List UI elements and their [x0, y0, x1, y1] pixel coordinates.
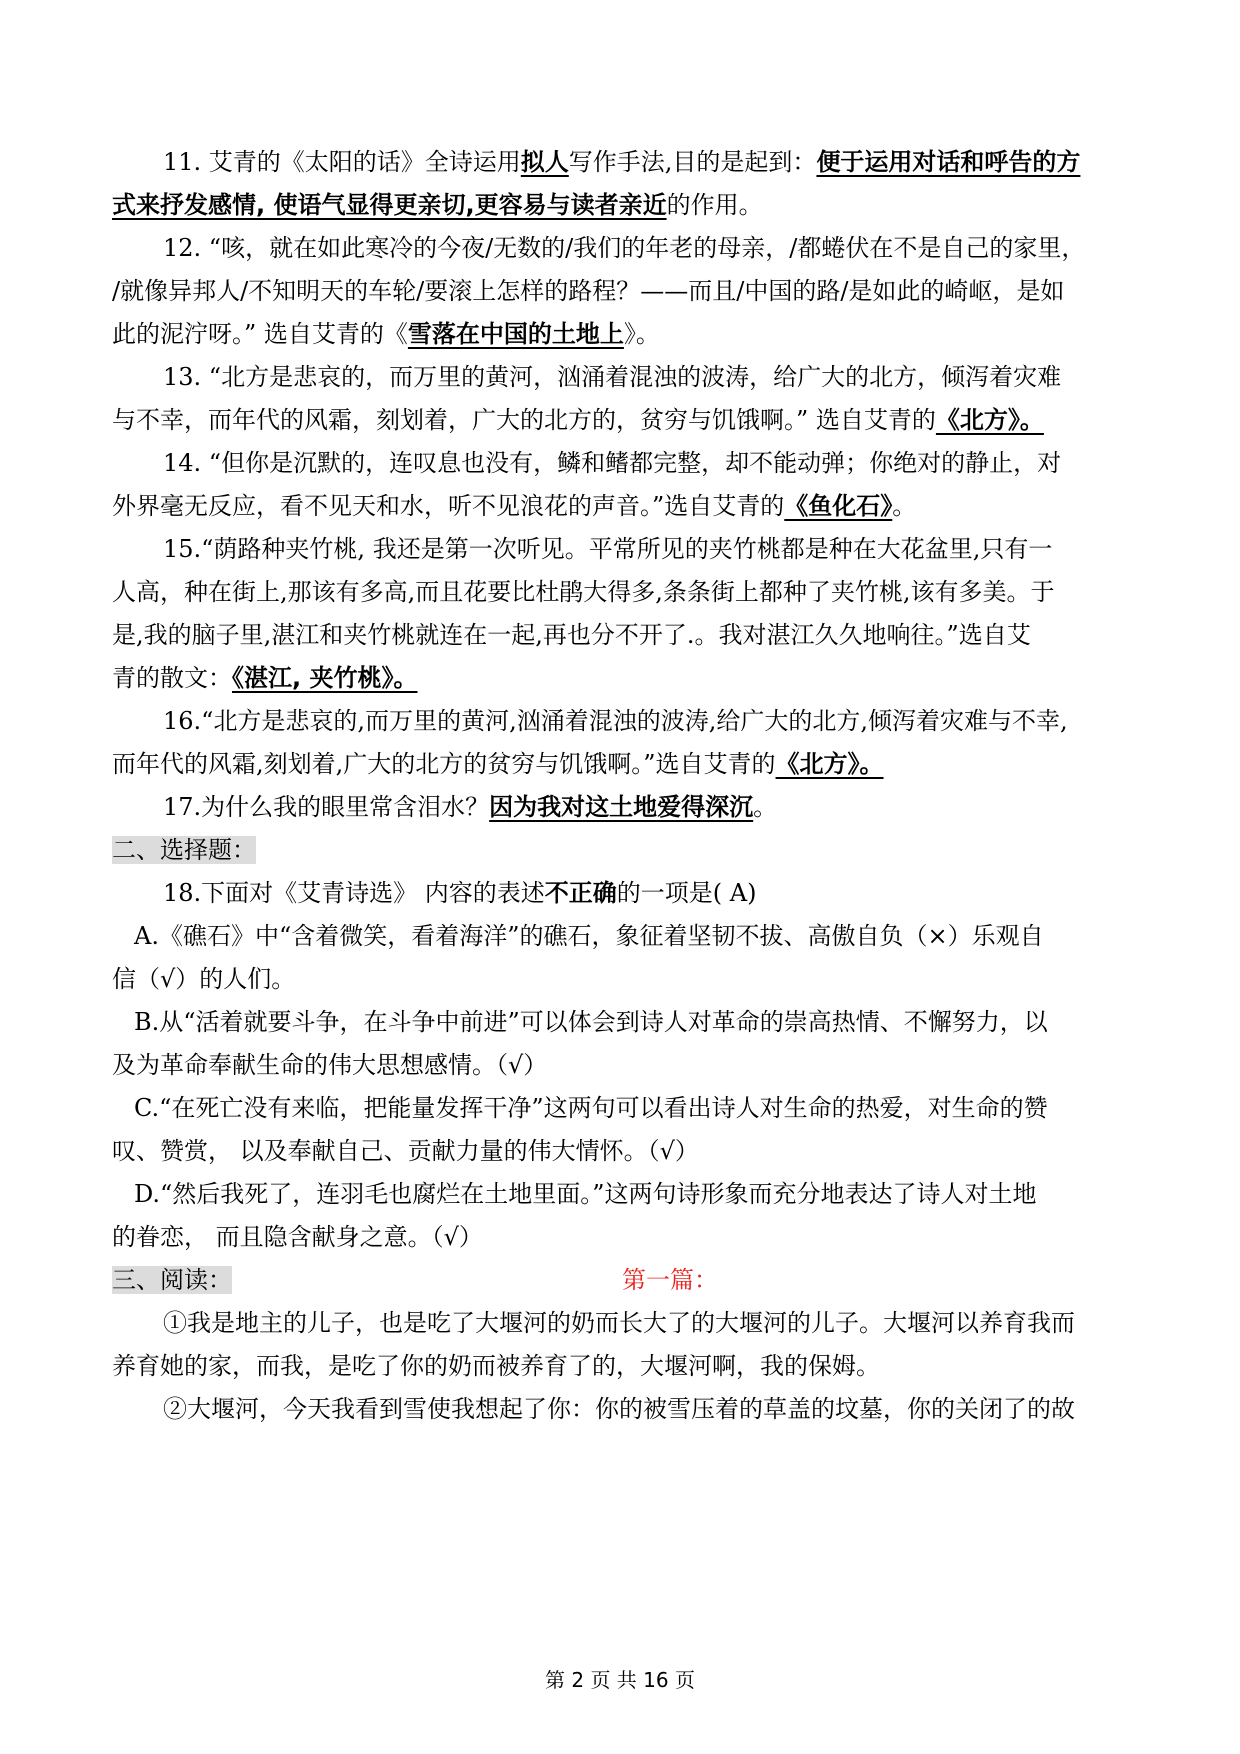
q15-text: 青的散文：	[112, 664, 232, 692]
q18-option-b-line-2: 及为革命奉献生命的伟大思想感情。（√）	[112, 1051, 548, 1079]
q15-line-3: 是,我的脑子里,湛江和夹竹桃就连在一起,再也分不开了.。我对湛江久久地响往。”选自艾	[112, 621, 1031, 649]
q16-text: 而年代的风霜,刻划着,广大的北方的贫穷与饥饿啊。”选自艾青的	[112, 750, 776, 778]
q13-line-2	[112, 398, 1132, 442]
q17-answer: 因为我对这土地爱得深沉	[489, 793, 754, 821]
q11-answer-purpose: 式来抒发感情, 使语气显得更亲切,更容易与读者亲近	[112, 191, 667, 219]
q14-answer: 《鱼化石》	[784, 492, 893, 520]
q12-line-1: 12. “咳，就在如此寒冷的今夜/无数的/我们的年老的母亲，/都蜷伏在不是自己的家里，	[163, 234, 1086, 262]
q17-line	[163, 785, 1133, 829]
q16-line-1: 16.“北方是悲哀的,而万里的黄河,汹涌着混浊的波涛,给广大的北方,倾泻着灾难与不幸,	[163, 707, 1068, 735]
paragraph-1-line-1: ①我是地主的儿子，也是吃了大堰河的奶而长大了的大堰河的儿子。大堰河以养育我而	[163, 1309, 1075, 1337]
q18-option-a-line-1: A.《礁石》中“含着微笑，看着海洋”的礁石，象征着坚韧不拔、高傲自负（×）乐观自	[134, 922, 1044, 950]
page-footer: 第 2 页 共 16 页	[545, 1668, 695, 1692]
q13-text: 与不幸，而年代的风霜，刻划着，广大的北方的，贫穷与饥饿啊。” 选自艾青的	[112, 406, 936, 434]
paragraph-2-line-1: ②大堰河，今天我看到雪使我想起了你：你的被雪压着的草盖的坟墓，你的关闭了的故	[163, 1395, 1075, 1423]
section-3-label: 三、阅读：	[112, 1266, 232, 1294]
q17-text: 17.为什么我的眼里常含泪水？	[163, 793, 490, 821]
paragraph-1-line-2: 养育她的家，而我，是吃了你的奶而被养育了的，大堰河啊，我的保姆。	[112, 1352, 880, 1380]
q12-line-3	[112, 312, 1132, 356]
section-heading-choice	[112, 828, 1132, 872]
q11-answer-technique: 拟人	[520, 148, 569, 176]
q11-text: 的作用。	[666, 191, 763, 219]
q14-text: 外界毫无反应，看不见天和水，听不见浪花的声音。”选自艾青的	[112, 492, 785, 520]
reading-title	[622, 1258, 822, 1302]
q11-answer-purpose: 便于运用对话和呼告的方	[816, 148, 1081, 176]
q18-option-d-line-2: 的眷恋， 而且隐含献身之意。（√）	[112, 1223, 483, 1251]
reading-title-text: 第一篇：	[622, 1266, 718, 1294]
q11-text: 11. 艾青的《太阳的话》全诗运用	[163, 148, 521, 176]
q18-text: 的一项是( A)	[616, 879, 757, 907]
q16-answer: 《北方》。	[775, 750, 884, 778]
q18-stem	[163, 871, 1133, 915]
q18-option-c-line-2: 叹、赞赏， 以及奉献自己、贡献力量的伟大情怀。（√）	[112, 1137, 699, 1165]
q18-option-c-line-1: C.“在死亡没有来临，把能量发挥干净”这两句可以看出诗人对生命的热爱，对生命的赞	[134, 1094, 1048, 1122]
q15-answer: 《湛江, 夹竹桃》。	[232, 664, 418, 692]
q18-option-a-line-2: 信（√）的人们。	[112, 965, 296, 993]
q13-line-1: 13. “北方是悲哀的，而万里的黄河，汹涌着混浊的波涛，给广大的北方，倾泻着灾难	[163, 363, 1062, 391]
q17-text: 。	[753, 793, 778, 821]
q14-line-1: 14. “但你是沉默的，连叹息也没有，鳞和鳍都完整，却不能动弹；你绝对的静止，对	[163, 449, 1062, 477]
q15-line-4	[112, 656, 1132, 700]
q12-line-2: /就像异邦人/不知明天的车轮/要滚上怎样的路程？——而且/中国的路/是如此的崎岖，是如	[112, 277, 1065, 305]
q12-answer: 雪落在中国的土地上	[407, 320, 624, 348]
q18-option-d-line-1: D.“然后我死了，连羽毛也腐烂在土地里面。”这两句诗形象而充分地表达了诗人对土地	[134, 1180, 1037, 1208]
q11-text: 写作手法,目的是起到：	[568, 148, 817, 176]
q16-line-2	[112, 742, 1132, 786]
q14-text: 。	[892, 492, 917, 520]
q15-line-2: 人高，种在街上,那该有多高,而且花要比杜鹃大得多,条条街上都种了夹竹桃,该有多美。于	[112, 578, 1055, 606]
q14-line-2	[112, 484, 1132, 528]
q12-text: 》。	[623, 320, 660, 348]
q18-option-b-line-1: B.从“活着就要斗争，在斗争中前进”可以体会到诗人对革命的崇高热情、不懈努力，以	[134, 1008, 1048, 1036]
q15-line-1: 15.“荫路种夹竹桃, 我还是第一次听见。平常所见的夹竹桃都是种在大花盆里,只有一	[163, 535, 1053, 563]
section-2-label: 二、选择题：	[112, 836, 256, 864]
q11-line-1	[163, 140, 1133, 184]
q12-text: 此的泥泞呀。” 选自艾青的《	[112, 320, 408, 348]
q13-answer: 《北方》。	[935, 406, 1044, 434]
q18-keyword: 不正确	[544, 879, 617, 907]
q18-text: 18.下面对《艾青诗选》 内容的表述	[163, 879, 545, 907]
q11-line-2	[112, 183, 1132, 227]
